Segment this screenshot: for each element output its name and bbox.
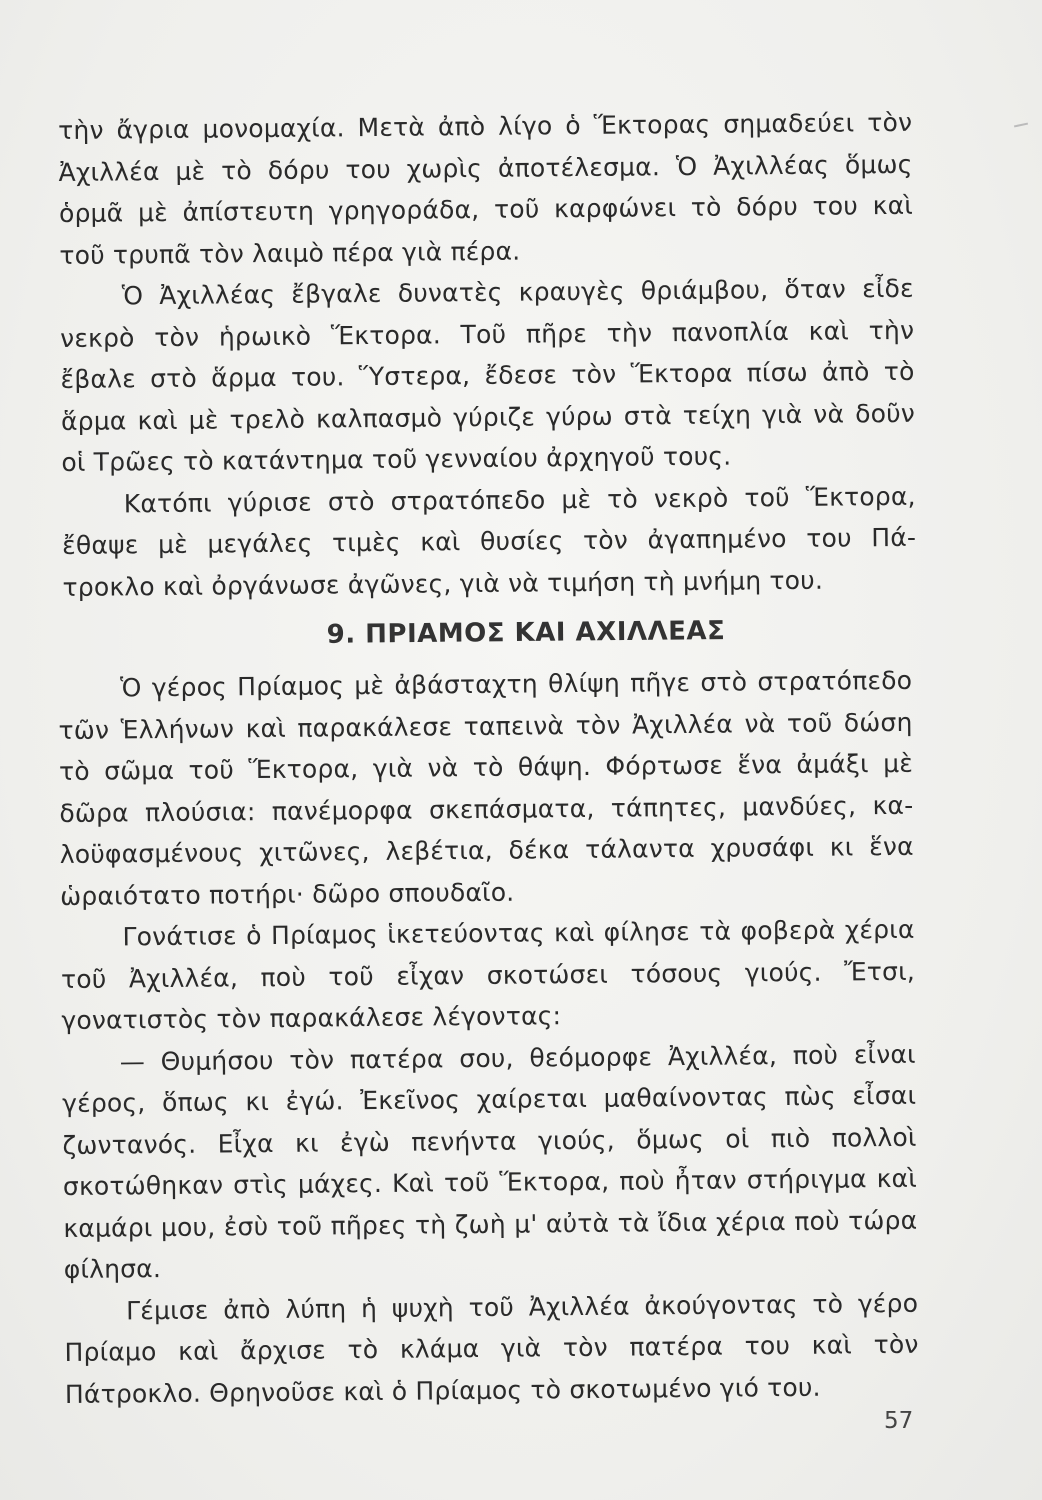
text-line: ἔβαλε στὸ ἅρμα του. Ὕστερα, ἔδεσε τὸν Ἕκτορα πίσω ἀπὸ τὸ (60, 356, 915, 394)
text-line: γονατιστὸς τὸν παρακάλεσε λέγοντας: (61, 1001, 562, 1035)
text-line: φίλησα. (63, 1254, 162, 1284)
text-line: Γέμισε ἀπὸ λύπη ἡ ψυχὴ τοῦ Ἀχιλλέα ἀκούγοντας τὸ γέρο (126, 1288, 919, 1325)
text-line: τοῦ τρυπᾶ τὸν λαιμὸ πέρα γιὰ πέρα. (59, 236, 521, 270)
text-line: ἅρμα καὶ μὲ τρελὸ καλπασμὸ γύριζε γύρω στὰ τείχη γιὰ νὰ δοῦν (60, 398, 916, 436)
text-line: Ὁ Ἀχιλλέας ἔβγαλε δυνατὲς κραυγὲς θριάμβου, ὅταν εἶδε (121, 273, 914, 311)
text-line: καμάρι μου, ἐσὺ τοῦ πῆρες τὴ ζωὴ μ' αὐτὰ τὰ ἴδια χέρια ποὺ τώρα (63, 1205, 918, 1243)
text-line: ὡραιότατο ποτήρι· δῶρο σπουδαῖο. (60, 877, 515, 911)
text-line: δῶρα πλούσια: πανέμορφα σκεπάσματα, τάπητες, μανδύες, κα- (59, 790, 914, 828)
text-block-bottom (58, 660, 919, 1415)
page-number: 57 (884, 1408, 914, 1434)
text-line: Ἀχιλλέα μὲ τὸ δόρυ του χωρὶς ἀποτέλεσμα. Ὁ Ἀχιλλέας ὅμως (58, 149, 913, 187)
text-line: τοῦ Ἀχιλλέα, ποὺ τοῦ εἶχαν σκοτώσει τόσους γιούς. Ἔτσι, (60, 956, 916, 994)
text-line: σκοτώθηκαν στὶς μάχες. Καὶ τοῦ Ἕκτορα, ποὺ ἦταν στήριγμα καὶ (62, 1163, 918, 1201)
text-line: γέρος, ὅπως κι ἐγώ. Ἐκεῖνος χαίρεται μαθαίνοντας πὼς εἶσαι (62, 1080, 917, 1118)
text-line: Πρίαμο καὶ ἄρχισε τὸ κλάμα γιὰ τὸν πατέρα του καὶ τὸν (64, 1329, 919, 1367)
text-line: ἔθαψε μὲ μεγάλες τιμὲς καὶ θυσίες τὸν ἀγαπημένο του Πά- (62, 522, 917, 560)
text-line: τὴν ἄγρια μονομαχία. Μετὰ ἀπὸ λίγο ὁ Ἕκτορας σημαδεύει τὸν (58, 107, 913, 145)
text-line: τῶν Ἑλλήνων καὶ παρακάλεσε ταπεινὰ τὸν Ἀχιλλέα νὰ τοῦ δώση (58, 707, 913, 745)
text-line: λοϋφασμένους χιτῶνες, λεβέτια, δέκα τάλαντα χρυσάφι κι ἕνα (59, 831, 914, 869)
section-heading: 9. ΠΡΙΑΜΟΣ ΚΑΙ ΑΧΙΛΛΕΑΣ (326, 616, 726, 650)
text-line: Πάτροκλο. Θρηνοῦσε καὶ ὁ Πρίαμος τὸ σκοτωμένο γιό του. (64, 1372, 821, 1409)
text-line: — Θυμήσου τὸν πατέρα σου, θεόμορφε Ἀχιλλέα, ποὺ εἶναι (119, 1039, 916, 1076)
text-line: ζωντανός. Εἶχα κι ἐγὼ πενήντα γιούς, ὅμως οἱ πιὸ πολλοὶ (62, 1122, 917, 1160)
text-line: Κατόπι γύρισε στὸ στρατόπεδο μὲ τὸ νεκρὸ τοῦ Ἕκτορα, (123, 481, 916, 518)
text-line: τὸ σῶμα τοῦ Ἕκτορα, γιὰ νὰ τὸ θάψη. Φόρτωσε ἕνα ἀμάξι μὲ (58, 748, 914, 786)
text-line: νεκρὸ τὸν ἡρωικὸ Ἕκτορα. Τοῦ πῆρε τὴν πανοπλία καὶ τὴν (60, 315, 915, 353)
text-line: οἱ Τρῶες τὸ κατάντημα τοῦ γενναίου ἀρχηγοῦ τους. (61, 441, 732, 477)
text-block-top (58, 102, 917, 608)
text-line: ὁρμᾶ μὲ ἀπίστευτη γρηγοράδα, τοῦ καρφώνει τὸ δόρυ του καὶ (58, 190, 914, 228)
text-line: Ὁ γέρος Πρίαμος μὲ ἀβάσταχτη θλίψη πῆγε στὸ στρατόπεδο (120, 665, 913, 703)
text-line: τροκλο καὶ ὀργάνωσε ἀγῶνες, γιὰ νὰ τιμήση τὴ μνήμη του. (62, 565, 824, 602)
text-line: Γονάτισε ὁ Πρίαμος ἱκετεύοντας καὶ φίλησε τὰ φοβερὰ χέρια (122, 914, 915, 952)
scan-mark (1014, 123, 1028, 128)
